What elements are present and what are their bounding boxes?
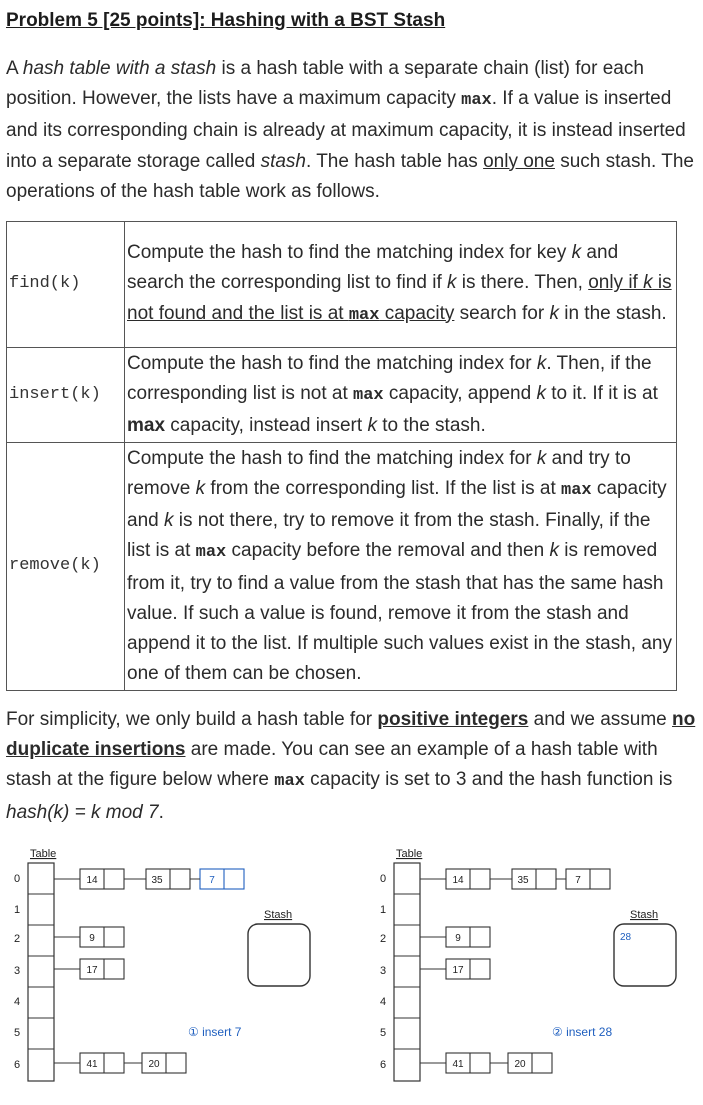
index-label: 1 [380, 904, 387, 916]
index-label: 4 [14, 996, 21, 1008]
node-value: 17 [452, 965, 464, 976]
stash-box [248, 924, 310, 986]
table-label: Table [396, 848, 423, 860]
index-label: 6 [14, 1059, 21, 1071]
hash-table-figure [0, 835, 703, 1095]
table-column [28, 863, 54, 1081]
index-label: 6 [380, 1059, 387, 1071]
index-label: 5 [14, 1027, 21, 1039]
step-caption: ① insert 7 [188, 1025, 242, 1039]
table-column [394, 863, 420, 1081]
node-value: 20 [514, 1059, 526, 1070]
node-box [446, 927, 490, 947]
step-caption: ② insert 28 [552, 1025, 613, 1039]
op-insert-description: Compute the hash to find the matching index for k. Then, if the corresponding list is not at max capacity, append k to it. If it is at max capacity, instead insert k to the stash. [125, 348, 677, 443]
node-value: 41 [452, 1059, 464, 1070]
op-insert-name: insert(k) [7, 348, 125, 443]
stash-value: 28 [620, 932, 632, 943]
node-value: 9 [455, 933, 461, 944]
index-label: 0 [14, 873, 21, 885]
node-box [80, 927, 124, 947]
operations-table [6, 221, 677, 691]
node-value: 7 [575, 875, 581, 886]
index-label: 4 [380, 996, 387, 1008]
op-remove-description: Compute the hash to find the matching index for k and try to remove k from the corresponding list. If the list is at max capacity and k is not there, try to remove it from the stash. Finally, if the list is at max capacity before the removal and then k is removed from it, try to find a value from the stash that has the same hash value. If such a value is found, remove it from the stash and append it to the list. If multiple such values exist in the stash, any one of them can be chosen. [125, 443, 677, 691]
table-label: Table [30, 848, 57, 860]
right-diagram [380, 848, 676, 1081]
node-value: 14 [86, 875, 98, 886]
node-box [566, 869, 610, 889]
node-box-new [200, 869, 244, 889]
node-value: 9 [89, 933, 95, 944]
node-value: 14 [452, 875, 464, 886]
op-find-description: Compute the hash to find the matching index for key k and search the corresponding list to find if k is there. Then, only if k is not found and the list is at max capacity search for k in the stash. [125, 222, 677, 348]
simplicity-paragraph: For simplicity, we only build a hash table for positive integers and we assume no duplicate insertions are made. You can see an example of a hash table with stash at the figure below where max capacity is set to 3 and the hash function is hash(k) = k mod 7. [6, 709, 696, 823]
table-row [7, 443, 677, 691]
stash-label: Stash [264, 909, 293, 921]
node-value: 17 [86, 965, 98, 976]
page-title: Problem 5 [25 points]: Hashing with a BST Stash [6, 10, 446, 31]
node-value: 35 [151, 875, 163, 886]
table-row [7, 348, 677, 443]
index-label: 0 [380, 873, 387, 885]
node-value: 20 [148, 1059, 160, 1070]
index-label: 3 [14, 965, 21, 977]
index-label: 3 [380, 965, 387, 977]
intro-paragraph: A hash table with a stash is a hash table with a separate chain (list) for each position. However, the lists have a maximum capacity max. If a value is inserted and its corresponding chain is already at maximum capacity, it is instead inserted into a separate storage called stash. The hash table has only one such stash. The operations of the hash table work as follows. [6, 58, 694, 202]
stash-label: Stash [630, 909, 659, 921]
op-find-name: find(k) [7, 222, 125, 348]
index-label: 2 [380, 933, 387, 945]
table-row [7, 222, 677, 348]
index-label: 1 [14, 904, 21, 916]
node-value: 41 [86, 1059, 98, 1070]
index-label: 2 [14, 933, 21, 945]
index-label: 5 [380, 1027, 387, 1039]
node-value-new: 7 [209, 875, 215, 886]
op-remove-name: remove(k) [7, 443, 125, 691]
node-value: 35 [517, 875, 529, 886]
left-diagram [14, 848, 310, 1081]
